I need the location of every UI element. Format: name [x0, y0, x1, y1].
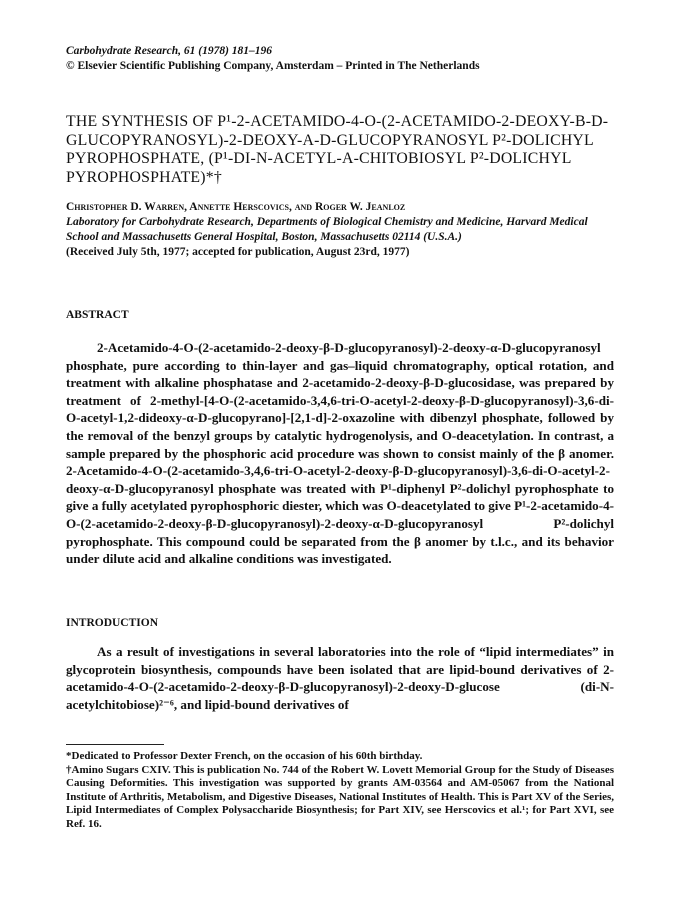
journal-citation: Carbohydrate Research, 61 (1978) 181–196: [66, 45, 273, 57]
journal-header: [66, 44, 480, 74]
introduction-heading: INTRODUCTION: [66, 617, 159, 629]
author-affiliation: Laboratory for Carbohydrate Research, Departments of Biological Chemistry and Medicine, Harvard Medical School and Massachusetts General Hospital, Boston, Massachusetts 02114 (U.S.A.): [66, 216, 588, 243]
publisher-line: © Elsevier Scientific Publishing Company, Amsterdam – Printed in The Netherlands: [66, 60, 480, 72]
footnote-divider: [66, 744, 164, 745]
received-date: (Received July 5th, 1977; accepted for publication, August 23rd, 1977): [66, 246, 410, 258]
author-names: Christopher D. Warren, Annette Herscovics, and Roger W. Jeanloz: [66, 201, 406, 213]
footnote-dedication: *Dedicated to Professor Dexter French, on the occasion of his 60th birthday.: [66, 750, 423, 762]
paper-title: THE SYNTHESIS OF P¹-2-ACETAMIDO-4-O-(2-ACETAMIDO-2-DEOXY-Β-D-GLUCOPYRANOSYL)-2-DEOXY-Α-D-GLUCOPYRANOSYL P²-DOLICHYL PYROPHOSPHATE, (P¹-DI-N-ACETYL-Α-CHITOBIOSYL P²-DOLICHYL PYROPHOSPHATE)*†: [66, 113, 609, 186]
abstract-text: 2-Acetamido-4-O-(2-acetamido-2-deoxy-β-D-glucopyranosyl)-2-deoxy-α-D-glucopyranosyl phosphate, pure according to thin-layer and gas–liquid chromatography, optical rotation, and treatment with alkaline phosphatase and 2-acetamido-2-deoxy-β-D-glucosidase, was prepared by treatment of 2-methyl-[4-O-(2-acetamido-3,4,6-tri-O-acetyl-2-deoxy-β-D-glucopyranosyl)-3,6-di-O-acetyl-1,2-dideoxy-α-D-glucopyrano]-[2,1-d]-2-oxazoline with dibenzyl phosphate, followed by the removal of the benzyl groups by catalytic hydrogenolysis, and O-deacetylation. In contrast, a sample prepared by the phosphoric acid procedure was shown to consist mainly of the β anomer. 2-Acetamido-4-O-(2-acetamido-3,4,6-tri-O-acetyl-2-deoxy-β-D-glucopyranosyl)-3,6-di-O-acetyl-2-deoxy-α-D-glucopyranosyl phosphate was treated with P¹-diphenyl P²-dolichyl pyrophosphate to give a fully acetylated pyrophosphoric diester, which was O-deacetylated to give P¹-2-acetamido-4-O-(2-acetamido-2-deoxy-β-D-glucopyranosyl)-2-deoxy-α-D-glucopyranosyl P²-dolichyl pyrophosphate. This compound could be separated from the β anomer by t.l.c., and its behavior under dilute acid and alkaline conditions was investigated.: [66, 340, 614, 567]
introduction-text: As a result of investigations in several laboratories into the role of “lipid intermediates” in glycoprotein biosynthesis, compounds have been isolated that are lipid-bound derivatives of 2-acetamido-4-O-(2-acetamido-2-deoxy-β-D-glucopyranosyl)-2-deoxy-D-glucose (di-N-acetylchitobiose)²⁻⁶, and lipid-bound derivatives of: [66, 644, 614, 712]
abstract-heading: ABSTRACT: [66, 309, 129, 321]
footnote-series: †Amino Sugars CXIV. This is publication No. 744 of the Robert W. Lovett Memorial Group for the Study of Diseases Causing Deformities. This investigation was supported by grants AM-03564 and AM-05067 from the National Institute of Arthritis, Metabolism, and Digestive Diseases, National Institutes of Health. This is Part XV of the Series, Lipid Intermediates of Complex Polysaccharide Biosynthesis; for Part XIV, see Herscovics et al.¹; for Part XVI, see Ref. 16.: [66, 764, 614, 830]
author-block: [66, 200, 616, 260]
